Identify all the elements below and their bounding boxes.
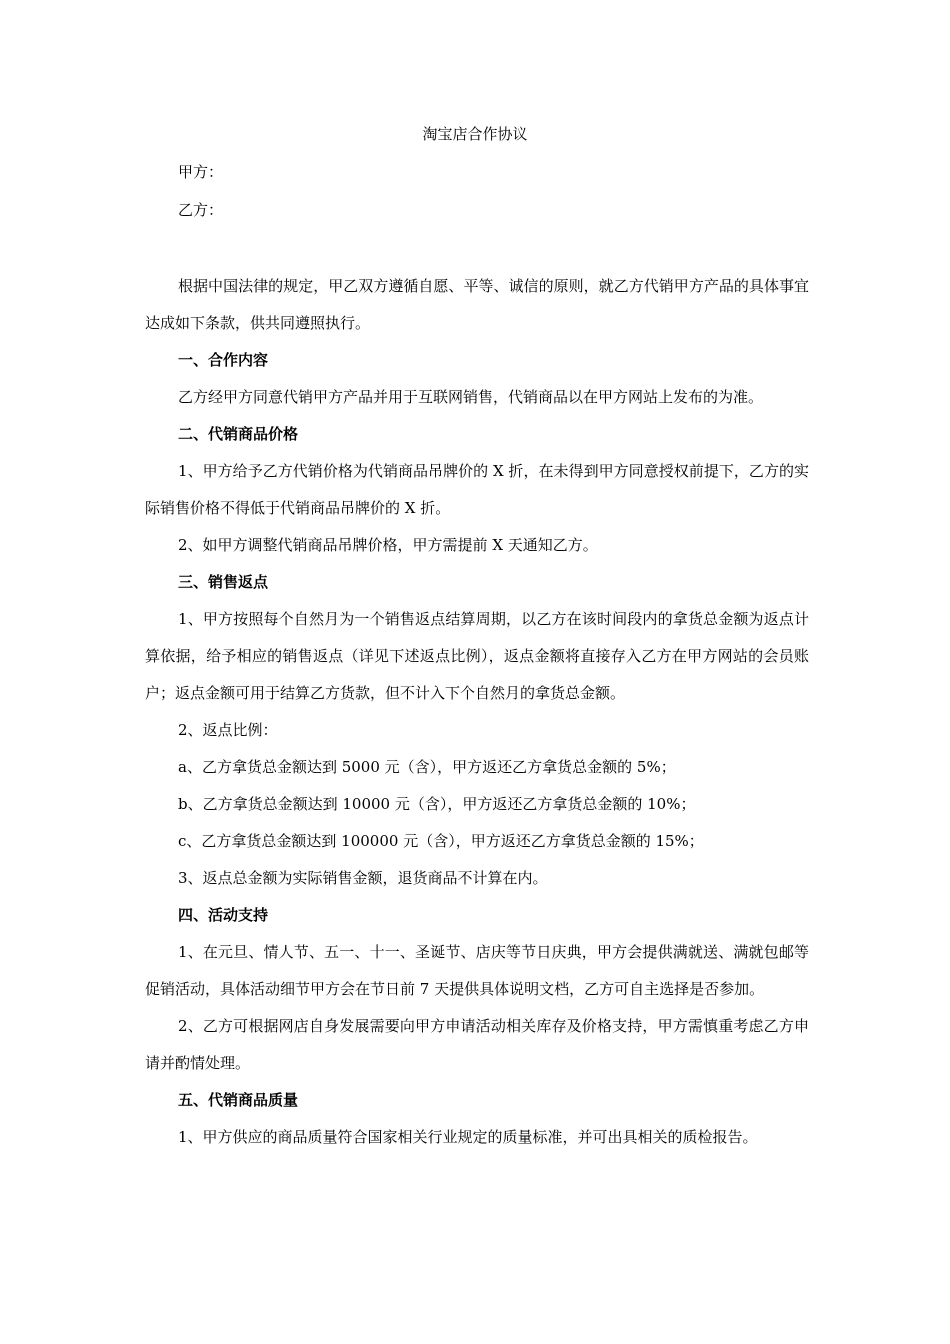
section-heading-rebate: 三、销售返点 bbox=[178, 573, 269, 591]
paragraph: 2、返点比例： bbox=[178, 721, 278, 739]
section-heading-price: 二、代销商品价格 bbox=[178, 425, 299, 443]
rebate-tier-c: c、乙方拿货总金额达到 100000 元（含），甲方返还乙方拿货总金额的 15%； bbox=[178, 832, 704, 850]
paragraph: 1、甲方给予乙方代销价格为代销商品吊牌价的 X 折，在未得到甲方同意授权前提下，乙方的实际销售价格不得低于代销商品吊牌价的 X 折。 bbox=[145, 462, 809, 517]
paragraph: 2、如甲方调整代销商品吊牌价格，甲方需提前 X 天通知乙方。 bbox=[178, 536, 598, 554]
paragraph: 3、返点总金额为实际销售金额，退货商品不计算在内。 bbox=[178, 869, 548, 887]
paragraph: 乙方经甲方同意代销甲方产品并用于互联网销售，代销商品以在甲方网站上发布的为准。 bbox=[178, 388, 764, 406]
section-heading-quality: 五、代销商品质量 bbox=[178, 1091, 299, 1109]
section-heading-promotion: 四、活动支持 bbox=[178, 906, 269, 924]
paragraph: 1、甲方供应的商品质量符合国家相关行业规定的质量标准，并可出具相关的质检报告。 bbox=[178, 1128, 758, 1146]
document-body bbox=[145, 268, 809, 1156]
paragraph: 1、甲方按照每个自然月为一个销售返点结算周期，以乙方在该时间段内的拿货总金额为返点计算依据，给予相应的销售返点（详见下述返点比例），返点金额将直接存入乙方在甲方网站的会员账户；返点金额可用于结算乙方货款，但不计入下个自然月的拿货总金额。 bbox=[145, 610, 809, 702]
intro-paragraph: 根据中国法律的规定，甲乙双方遵循自愿、平等、诚信的原则，就乙方代销甲方产品的具体事宜达成如下条款，供共同遵照执行。 bbox=[145, 277, 809, 332]
rebate-tier-a: a、乙方拿货总金额达到 5000 元（含），甲方返还乙方拿货总金额的 5%； bbox=[178, 758, 676, 776]
rebate-tier-b: b、乙方拿货总金额达到 10000 元（含），甲方返还乙方拿货总金额的 10%； bbox=[178, 795, 696, 813]
paragraph: 2、乙方可根据网店自身发展需要向甲方申请活动相关库存及价格支持，甲方需慎重考虑乙方申请并酌情处理。 bbox=[145, 1017, 809, 1072]
party-b-label: 乙方： bbox=[178, 201, 224, 219]
paragraph: 1、在元旦、情人节、五一、十一、圣诞节、店庆等节日庆典，甲方会提供满就送、满就包邮等促销活动，具体活动细节甲方会在节日前 7 天提供具体说明文档，乙方可自主选择是否参加。 bbox=[145, 943, 809, 998]
document-title: 淘宝店合作协议 bbox=[422, 125, 528, 143]
section-heading-cooperation: 一、合作内容 bbox=[178, 351, 269, 369]
party-a-label: 甲方： bbox=[178, 163, 224, 181]
